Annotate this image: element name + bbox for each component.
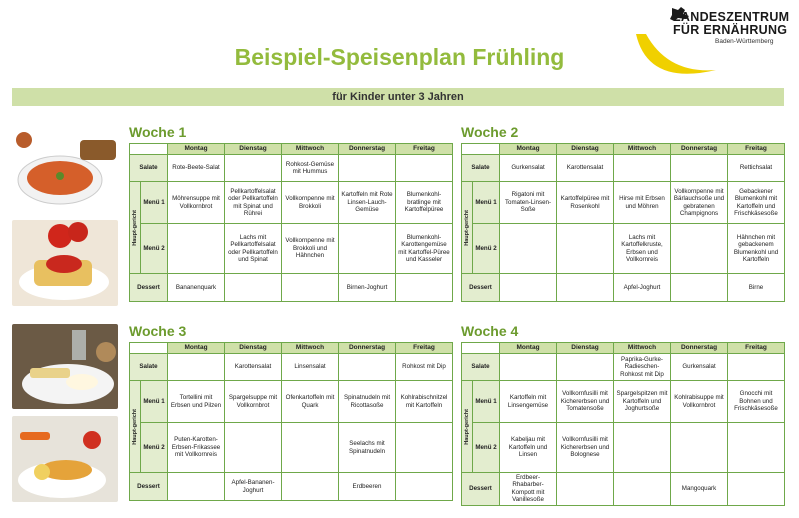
day-header: Mittwoch <box>282 144 339 155</box>
week-4 <box>461 322 785 506</box>
cell-menu2: Seelachs mit Spinatnudeln <box>339 423 396 473</box>
cell-menu2: Puten-Karotten-Erbsen-Frikassee mit Vollkornreis <box>168 423 225 473</box>
cell-dessert <box>225 274 282 302</box>
cell-menu1: Rigatoni mit Tomaten-Linsen-Soße <box>500 182 557 224</box>
row-label-menu1: Menü 1 <box>141 381 168 423</box>
hauptgericht-text: Haupt-gericht <box>464 209 470 246</box>
cell-salate: Rettichsalat <box>728 155 785 182</box>
logo-text <box>673 11 789 46</box>
cell-menu1: Ofenkartoffeln mit Quark <box>282 381 339 423</box>
cell-menu1: Blumenkohl-bratlinge mit Kartoffelpüree <box>396 182 453 224</box>
cell-salate <box>168 354 225 381</box>
cell-dessert <box>728 473 785 506</box>
cell-menu2 <box>671 224 728 274</box>
photo-tomato-soup <box>12 130 118 214</box>
logo-line2a: FÜR <box>673 22 704 37</box>
day-header: Montag <box>500 343 557 354</box>
row-label-hauptgericht <box>130 182 141 274</box>
week-3 <box>129 322 453 501</box>
cell-menu2: Lachs mit Kartoffelkruste, Erbsen und Vollkornreis <box>614 224 671 274</box>
day-header: Mittwoch <box>614 144 671 155</box>
week-title: Woche 2 <box>461 124 519 140</box>
cell-dessert: Apfel-Bananen-Joghurt <box>225 473 282 501</box>
row-label-hauptgericht <box>462 182 473 274</box>
cell-menu1: Kohlrabisuppe mit Vollkornbrot <box>671 381 728 423</box>
day-header: Dienstag <box>557 144 614 155</box>
cell-dessert: Birnen-Joghurt <box>339 274 396 302</box>
cell-dessert <box>168 473 225 501</box>
row-label-hauptgericht <box>130 381 141 473</box>
cell-menu1: Kartoffeln mit Rote Linsen-Lauch-Gemüse <box>339 182 396 224</box>
day-header: Mittwoch <box>614 343 671 354</box>
cell-menu2: Vollkornfusilli mit Kichererbsen und Bolognese <box>557 423 614 473</box>
row-label-dessert: Dessert <box>130 473 168 501</box>
cell-dessert <box>557 274 614 302</box>
cell-salate: Linsensalat <box>282 354 339 381</box>
cell-salate <box>225 155 282 182</box>
cell-dessert <box>557 473 614 506</box>
row-label-menu2: Menü 2 <box>141 224 168 274</box>
cell-salate <box>614 155 671 182</box>
cell-dessert: Bananenquark <box>168 274 225 302</box>
cell-dessert <box>282 473 339 501</box>
cell-menu1: Vollkornpenne mit Bärlauchsoße und gebratenen Champignons <box>671 182 728 224</box>
week-1 <box>129 123 453 302</box>
cell-dessert <box>500 274 557 302</box>
day-header: Donnerstag <box>339 343 396 354</box>
cell-dessert <box>671 274 728 302</box>
cell-dessert <box>614 473 671 506</box>
cell-menu2 <box>614 423 671 473</box>
cell-menu1: Spargelspitzen mit Kartoffeln und Joghurtsoße <box>614 381 671 423</box>
week-table <box>129 342 453 501</box>
photo-carrot-dish <box>12 416 118 502</box>
day-header: Dienstag <box>225 144 282 155</box>
cell-menu2: Blumenkohl-Karottengemüse mit Kartoffel-Püree und Kasseler <box>396 224 453 274</box>
week-title: Woche 3 <box>129 323 187 339</box>
cell-menu2 <box>339 224 396 274</box>
week-table <box>461 143 785 302</box>
cell-menu2: Hähnchen mit gebackenem Blumenkohl und Kartoffeln <box>728 224 785 274</box>
row-label-hauptgericht <box>462 381 473 473</box>
row-label-menu2: Menü 2 <box>141 423 168 473</box>
cell-salate: Gurkensalat <box>500 155 557 182</box>
row-label-menu1: Menü 1 <box>141 182 168 224</box>
hauptgericht-text: Haupt-gericht <box>132 408 138 445</box>
cell-menu1: Vollkornpenne mit Brokkoli <box>282 182 339 224</box>
row-label-dessert: Dessert <box>130 274 168 302</box>
cell-menu1: Tortellini mit Erbsen und Pilzen <box>168 381 225 423</box>
hauptgericht-text: Haupt-gericht <box>132 209 138 246</box>
cell-menu2 <box>282 423 339 473</box>
logo-line3: Baden-Württemberg <box>715 38 774 45</box>
cell-dessert <box>396 473 453 501</box>
subtitle-bar: für Kinder unter 3 Jahren <box>12 88 784 106</box>
day-header: Montag <box>168 144 225 155</box>
row-label-menu2: Menü 2 <box>473 224 500 274</box>
cell-dessert: Mangoquark <box>671 473 728 506</box>
cell-menu1: Hirse mit Erbsen und Möhren <box>614 182 671 224</box>
day-header: Donnerstag <box>671 144 728 155</box>
cell-menu2 <box>728 423 785 473</box>
cell-menu1: Möhrensuppe mit Vollkornbrot <box>168 182 225 224</box>
cell-menu2 <box>225 423 282 473</box>
corner <box>462 343 500 354</box>
day-header: Freitag <box>396 144 453 155</box>
day-header: Freitag <box>728 343 785 354</box>
cell-salate <box>339 155 396 182</box>
cell-salate <box>728 354 785 381</box>
cell-dessert <box>396 274 453 302</box>
row-label-salate: Salate <box>462 354 500 381</box>
row-label-salate: Salate <box>130 155 168 182</box>
row-label-menu1: Menü 1 <box>473 381 500 423</box>
cell-menu1: Kartoffeln mit Linsengemüse <box>500 381 557 423</box>
cell-menu2 <box>557 224 614 274</box>
corner <box>462 144 500 155</box>
cell-menu1: Vollkornfusilli mit Kichererbsen und Tomatensoße <box>557 381 614 423</box>
cell-menu2 <box>396 423 453 473</box>
cell-menu1: Kartoffelpüree mit Rosenkohl <box>557 182 614 224</box>
corner <box>130 343 168 354</box>
cell-menu2: Kabeljau mit Kartoffeln und Linsen <box>500 423 557 473</box>
cell-salate <box>671 155 728 182</box>
cell-dessert: Erdbeer-Rhabarber-Kompott mit Vanillesoße <box>500 473 557 506</box>
cell-salate <box>339 354 396 381</box>
logo-line2b: ERNÄHRUNG <box>703 22 788 37</box>
row-label-salate: Salate <box>130 354 168 381</box>
day-header: Donnerstag <box>671 343 728 354</box>
week-title: Woche 4 <box>461 323 519 339</box>
cell-menu2: Vollkornpenne mit Brokkoli und Hähnchen <box>282 224 339 274</box>
day-header: Mittwoch <box>282 343 339 354</box>
day-header: Montag <box>500 144 557 155</box>
row-label-dessert: Dessert <box>462 274 500 302</box>
cell-menu1: Gnocchi mit Bohnen und Frischkäsesoße <box>728 381 785 423</box>
logo <box>628 4 793 82</box>
week-table <box>129 143 453 302</box>
cell-salate <box>396 155 453 182</box>
cell-menu2 <box>168 224 225 274</box>
cell-menu2 <box>500 224 557 274</box>
day-header: Dienstag <box>557 343 614 354</box>
day-header: Dienstag <box>225 343 282 354</box>
cell-salate: Paprika-Gurke-Radieschen-Rohkost mit Dip <box>614 354 671 381</box>
row-label-dessert: Dessert <box>462 473 500 506</box>
logo-line1: LANDESZENTRUM <box>673 10 790 24</box>
photo-pasta-tomato <box>12 220 118 306</box>
row-label-menu2: Menü 2 <box>473 423 500 473</box>
day-header: Montag <box>168 343 225 354</box>
cell-dessert: Birne <box>728 274 785 302</box>
cell-dessert: Erdbeeren <box>339 473 396 501</box>
cell-salate: Gurkensalat <box>671 354 728 381</box>
cell-salate: Rohkost mit Dip <box>396 354 453 381</box>
cell-dessert <box>282 274 339 302</box>
cell-salate: Rohkost-Gemüse mit Hummus <box>282 155 339 182</box>
photo-asparagus-plate <box>12 324 118 409</box>
row-label-salate: Salate <box>462 155 500 182</box>
corner <box>130 144 168 155</box>
cell-menu1: Kohlrabischnitzel mit Kartoffeln <box>396 381 453 423</box>
logo-line2 <box>673 24 789 37</box>
cell-salate: Karottensalat <box>225 354 282 381</box>
week-2 <box>461 123 785 302</box>
cell-menu1: Pellkartoffelsalat oder Pellkartoffeln mit Spinat und Rührei <box>225 182 282 224</box>
cell-menu2 <box>671 423 728 473</box>
row-label-menu1: Menü 1 <box>473 182 500 224</box>
cell-menu1: Spargelsuppe mit Vollkornbrot <box>225 381 282 423</box>
cell-menu2: Lachs mit Pellkartoffelsalat oder Pellkartoffeln und Spinat <box>225 224 282 274</box>
hauptgericht-text: Haupt-gericht <box>464 408 470 445</box>
cell-salate <box>557 354 614 381</box>
week-table <box>461 342 785 506</box>
cell-salate <box>500 354 557 381</box>
cell-salate: Karottensalat <box>557 155 614 182</box>
cell-dessert: Apfel-Joghurt <box>614 274 671 302</box>
cell-menu1: Spinatnudeln mit Ricottasoße <box>339 381 396 423</box>
cell-menu1: Gebackener Blumenkohl mit Kartoffeln und Frischkäsesoße <box>728 182 785 224</box>
week-title: Woche 1 <box>129 124 187 140</box>
day-header: Freitag <box>396 343 453 354</box>
day-header: Donnerstag <box>339 144 396 155</box>
page-title: Beispiel-Speisenplan Frühling <box>234 44 565 70</box>
day-header: Freitag <box>728 144 785 155</box>
cell-salate: Rote-Beete-Salat <box>168 155 225 182</box>
